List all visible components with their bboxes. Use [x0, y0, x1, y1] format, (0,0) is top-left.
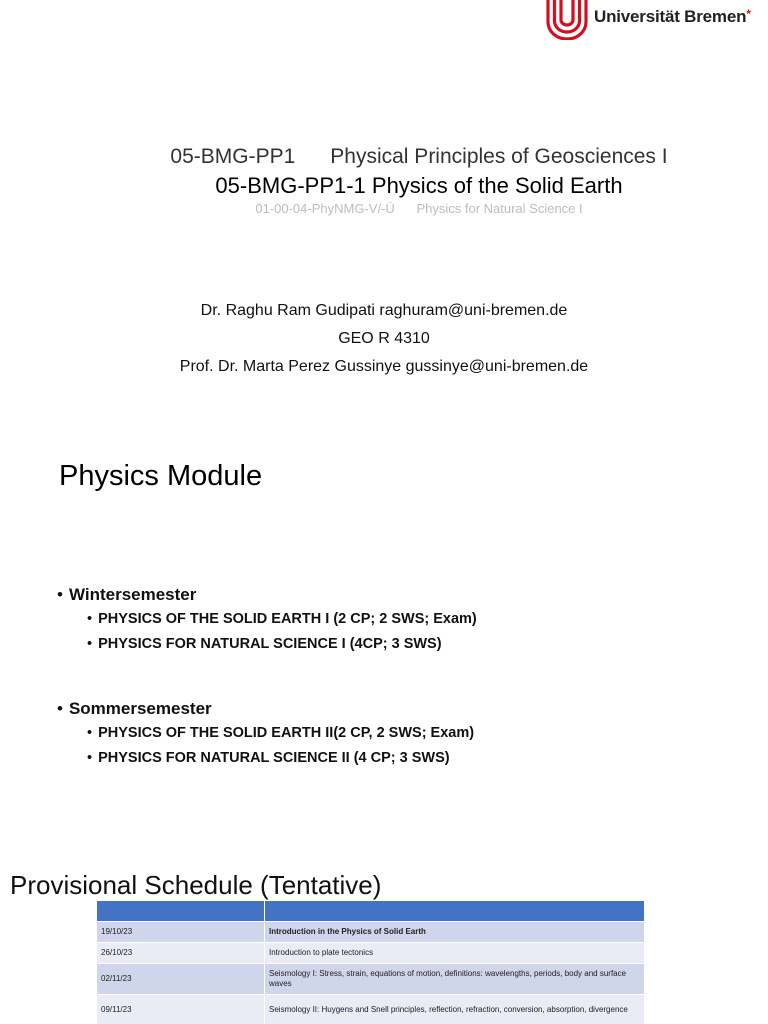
header-cell-date	[97, 901, 265, 922]
topic-cell: Seismology I: Stress, strain, equations of motion, definitions: wavelengths, periods, body and surface waves	[265, 964, 645, 995]
logo-text: Universität Bremen*	[594, 7, 751, 26]
university-logo	[544, 0, 751, 40]
date-cell: 02/11/23	[97, 964, 265, 995]
contact-line-1: Dr. Raghu Ram Gudipati raghuram@uni-bremen.de	[200, 302, 568, 319]
bullet-icon: •	[57, 699, 63, 718]
schedule-table	[96, 900, 645, 1024]
table-header-row	[97, 901, 645, 922]
alt-course-code: 01-00-04-PhyNMG-V/-Ü	[255, 201, 395, 216]
title-slide	[0, 0, 768, 432]
course-title: Physical Principles of Geosciences I	[330, 145, 668, 168]
header-cell-topic	[265, 901, 645, 922]
schedule-slide	[0, 852, 768, 1024]
course-bullet: • PHYSICS FOR NATURAL SCIENCE II (4 CP; 3 SWS)	[87, 750, 450, 766]
bullet-icon: •	[87, 750, 93, 766]
bullet-icon: •	[57, 585, 63, 604]
module-subtitle: 05-BMG-PP1-1 Physics of the Solid Earth	[215, 173, 623, 198]
semester-bullet-winter: • Wintersemester	[57, 585, 197, 604]
uni-bremen-emblem-icon	[544, 0, 590, 40]
course-heading	[0, 145, 768, 169]
date-cell: 09/11/23	[97, 995, 265, 1024]
bullet-icon: •	[87, 611, 93, 627]
slide-title: Physics Module	[59, 460, 263, 492]
bullet-icon: •	[87, 725, 93, 741]
semester-bullet-summer: • Sommersemester	[57, 699, 212, 718]
topic-cell: Seismology II: Huygens and Snell principles, reflection, refraction, conversion, absorption, divergence	[265, 995, 645, 1024]
course-code: 05-BMG-PP1	[170, 145, 296, 168]
contact-line-2: GEO R 4310	[338, 330, 430, 347]
alt-course-title: Physics for Natural Science I	[416, 201, 583, 216]
bullet-icon: •	[87, 636, 93, 652]
topic-cell: Introduction in the Physics of Solid Earth	[265, 922, 645, 943]
table-row	[97, 922, 645, 943]
table-row	[97, 995, 645, 1024]
date-cell: 26/10/23	[97, 943, 265, 964]
contact-line-3: Prof. Dr. Marta Perez Gussinye gussinye@uni-bremen.de	[179, 358, 589, 375]
course-bullet: • PHYSICS FOR NATURAL SCIENCE I (4CP; 3 SWS)	[87, 636, 442, 652]
physics-module-slide	[0, 432, 768, 852]
alternate-course-line	[0, 201, 768, 216]
date-cell: 19/10/23	[97, 922, 265, 943]
table-row	[97, 943, 645, 964]
course-bullet: • PHYSICS OF THE SOLID EARTH I (2 CP; 2 SWS; Exam)	[87, 611, 477, 627]
topic-cell: Introduction to plate tectonics	[265, 943, 645, 964]
table-row	[97, 964, 645, 995]
slide-title: Provisional Schedule (Tentative)	[10, 870, 382, 900]
course-bullet: • PHYSICS OF THE SOLID EARTH II(2 CP, 2 SWS; Exam)	[87, 725, 475, 741]
